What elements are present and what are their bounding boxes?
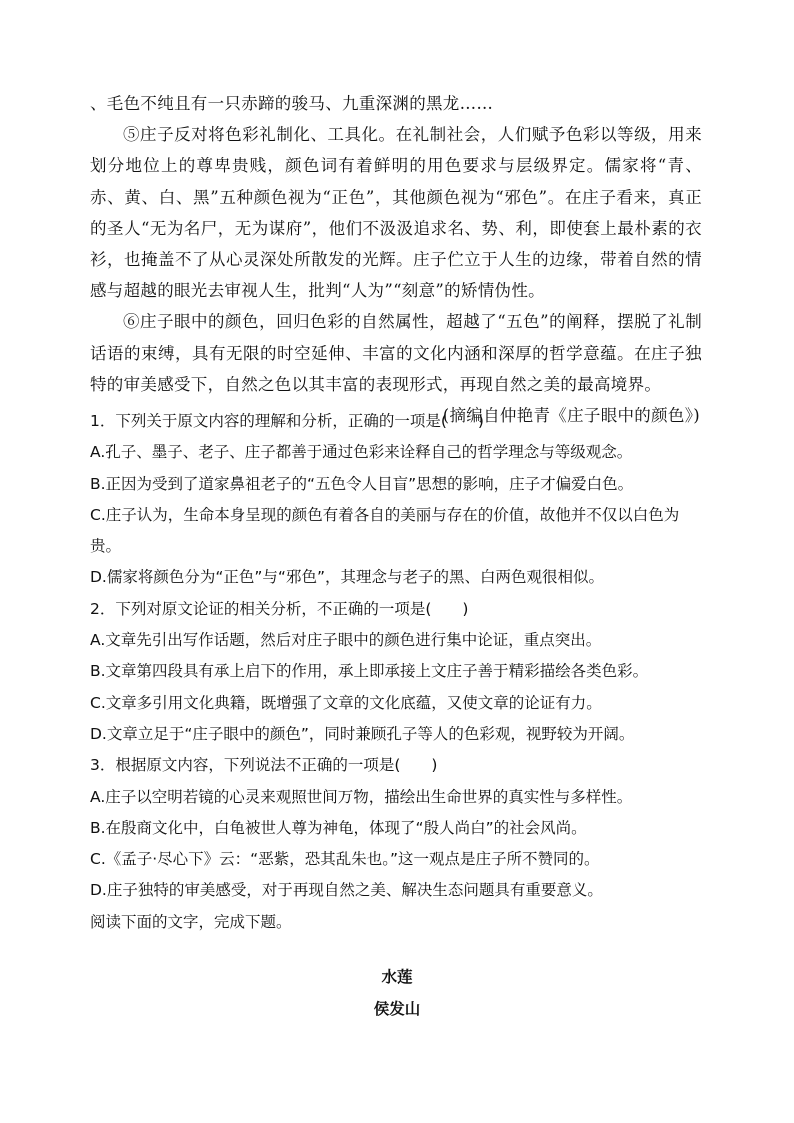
- question-3-option-d: D.庄子独特的审美感受，对于再现自然之美、解决生态问题具有重要意义。: [90, 881, 603, 900]
- question-1-option-c: C.庄子认为，生命本身呈现的颜色有着各自的美丽与存在的价值，故他并不仅以白色为贵。: [90, 505, 680, 556]
- reading-passage: [90, 88, 702, 431]
- question-2-option-c: C.文章多引用文化典籍，既增强了文章的文化底蕴，又使文章的论证有力。: [90, 693, 602, 712]
- question-2-option-a: A.文章先引出写作话题，然后对庄子眼中的颜色进行集中论证，重点突出。: [90, 631, 602, 650]
- question-2-stem: 2．下列对原文论证的相关分析，不正确的一项是( ): [90, 599, 469, 618]
- passage-paragraph-6: ⑥庄子眼中的颜色，回归色彩的自然属性，超越了“五色”的阐释，摆脱了礼制话语的束缚，具有无限的时空延伸、丰富的文化内涵和深厚的哲学意蕴。在庄子独特的审美感受下，自然之色以其丰富的表现形式，再现自然之美的最高境界。: [90, 312, 702, 394]
- question-2-option-b: B.文章第四段具有承上启下的作用，承上即承接上文庄子善于精彩描绘各类色彩。: [90, 662, 649, 681]
- question-1-option-d: D.儒家将颜色分为“正色”与“邪色”，其理念与老子的黑、白两色观很相似。: [90, 568, 604, 587]
- next-reading-instruction: 阅读下面的文字，完成下题。: [90, 912, 292, 931]
- next-text-title: 水莲: [381, 967, 413, 986]
- question-2-option-d: D.文章立足于“庄子眼中的颜色”，同时兼顾孔子等人的色彩观，视野较为开阔。: [90, 724, 635, 743]
- passage-paragraph-5: ⑤庄子反对将色彩礼制化、工具化。在礼制社会，人们赋予色彩以等级，用来划分地位上的尊卑贵贱，颜色词有着鲜明的用色要求与层级界定。儒家将“青、赤、黄、白、黑”五种颜色视为“正色”，其他颜色视为“邪色”。在庄子看来，真正的圣人“无为名尸，无为谋府”，他们不汲汲追求名、势、利，即使套上最朴素的衣衫，也掩盖不了从心灵深处所散发的光辉。庄子伫立于人生的边缘，带着自然的情感与超越的眼光去审视人生，批判“人为”“刻意”的矫情伪性。: [90, 125, 702, 301]
- next-text-author: 侯发山: [373, 999, 421, 1018]
- question-list: [90, 406, 702, 938]
- question-1-option-b: B.正因为受到了道家鼻祖老子的“五色令人目盲”思想的影响，庄子才偏爱白色。: [90, 474, 634, 493]
- passage-source: (摘编自仲艳青《庄子眼中的颜色》): [442, 406, 700, 426]
- question-1-stem: 1．下列关于原文内容的理解和分析，正确的一项是( ): [90, 412, 484, 430]
- question-3-stem: 3．根据原文内容，下列说法不正确的一项是( ): [90, 756, 438, 775]
- question-3-option-c: C.《孟子·尽心下》云：“恶紫，恐其乱朱也。”这一观点是庄子所不赞同的。: [90, 850, 600, 869]
- question-3-option-a: A.庄子以空明若镜的心灵来观照世间万物，描绘出生命世界的真实性与多样性。: [90, 787, 633, 806]
- passage-lead-line: 、毛色不纯且有一只赤蹄的骏马、九重深渊的黑龙……: [90, 94, 494, 113]
- question-3-option-b: B.在殷商文化中，白龟被世人尊为神龟，体现了“殷人尚白”的社会风尚。: [90, 818, 587, 837]
- question-1-option-a: A.孔子、墨子、老子、庄子都善于通过色彩来诠释自己的哲学理念与等级观念。: [90, 443, 633, 462]
